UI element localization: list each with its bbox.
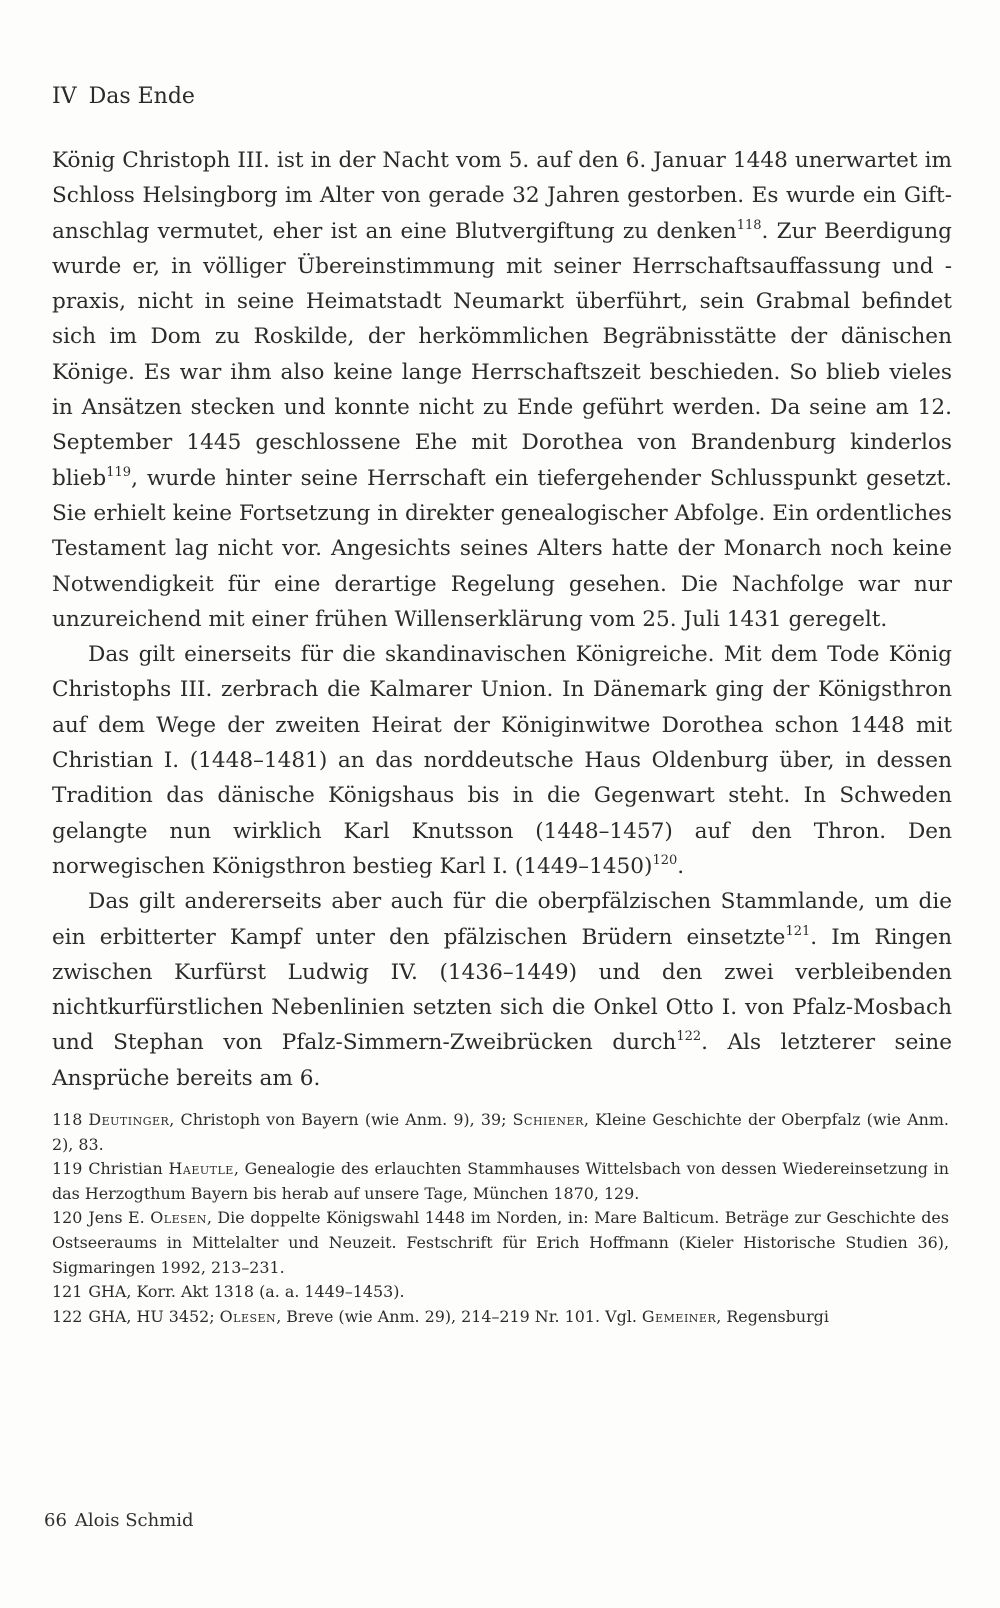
section-title: Das Ende <box>88 84 195 109</box>
page-number: 66 <box>44 1510 67 1531</box>
author-name: Olesen <box>150 1208 207 1228</box>
footnote: 118 Deutinger, Christoph von Bayern (wie Anm. 9), 39; Schiener, Kleine Geschichte der Oberpfalz (wie Anm. 2), 83. <box>52 1110 949 1154</box>
footnote-ref[interactable]: 119 <box>106 464 132 480</box>
footnote-ref[interactable]: 122 <box>676 1029 702 1045</box>
footnote-ref[interactable]: 120 <box>652 852 678 868</box>
section-number: IV <box>52 84 77 109</box>
author-name: Schiener <box>512 1110 584 1129</box>
paragraph: Das gilt andererseits aber auch für die oberpfälzischen Stammlande, um die ein erbitterter Kampf unter den pfälzischen Brüdern einsetzte$^{121}$. Im Ringen zwischen Kurfürst Ludwig IV. (1436–1449) und den zwei verbleibenden nichtkurfürstlichen Nebenlinien setzten sich die Onkel Otto I. von Pfalz-Mosbach und Stephan von Pfalz-Simmern-Zweibrücken durch$^{122}$. Als letzterer seine Ansprüche bereits am 6. <box>52 889 952 1091</box>
footnote-ref[interactable]: 118 <box>736 217 762 233</box>
author-name: Gemeiner <box>641 1306 717 1326</box>
footnote-ref[interactable]: 121 <box>785 923 811 939</box>
footnote-number: 118 <box>52 1110 83 1129</box>
page-footer <box>44 1510 194 1531</box>
footnote-number: 119 <box>52 1159 83 1179</box>
footnote-number: 122 <box>52 1306 83 1326</box>
footnote: 121 GHA, Korr. Akt 1318 (a. a. 1449–1453). <box>52 1282 405 1302</box>
footnotes <box>52 1108 949 1329</box>
section-heading <box>52 84 195 110</box>
footnote: 120 Jens E. Olesen, Die doppelte Königswahl 1448 im Norden, in: Mare Balticum. Beträge zur Geschichte des Ostseeraums in Mittelalter und Neuzeit. Festschrift für Erich Hoffmann (Kieler Historische Studien 36), Sigmaringen 1992, 213–231. <box>52 1208 949 1277</box>
author-name: Haeutle <box>168 1159 234 1179</box>
footnote: 122 GHA, HU 3452; Olesen, Breve (wie Anm. 29), 214–219 Nr. 101. Vgl. Gemeiner, Regensburgi <box>52 1306 829 1326</box>
body-text <box>52 143 952 1096</box>
paragraph: Das gilt einerseits für die skandinavischen Königreiche. Mit dem Tode König Christophs III. zerbrach die Kalmarer Union. In Dänemark ging der Königsthron auf dem Wege der zweiten Heirat der Königinwitwe Dorothea schon 1448 mit Christian I. (1448–1481) an das norddeutsche Haus Oldenburg über, in dessen Tradition das dänische Königshaus bis in die Gegenwart steht. In Schweden gelangte nun wirklich Karl Knutsson (1448–1457) auf den Thron. Den norwegischen Königsthron bestieg Karl I. (1449–1450)$^{120}$. <box>52 642 952 879</box>
author-name: Olesen <box>219 1306 277 1326</box>
author-name: Deutinger <box>88 1110 170 1129</box>
running-author: Alois Schmid <box>74 1510 194 1531</box>
footnote-number: 121 <box>52 1282 83 1302</box>
footnote-number: 120 <box>52 1208 83 1228</box>
paragraph: König Christoph III. ist in der Nacht vom 5. auf den 6. Januar 1448 unerwartet im Schloss Helsingborg im Alter von gerade 32 Jahren gestorben. Es wurde ein Giftanschlag vermutet, eher ist an eine Blutvergiftung zu denken$^{118}$. Zur Beerdigung wurde er, in völliger Übereinstimmung mit seiner Herrschaftsauffassung und -praxis, nicht in seine Heimatstadt Neumarkt überführt, sein Grabmal befindet sich im Dom zu Roskilde, der herkömmlichen Begräbnisstätte der dänischen Könige. Es war ihm also keine lange Herrschaftszeit beschieden. So blieb vieles in Ansätzen stecken und konnte nicht zu Ende geführt werden. Da seine am 12. September 1445 geschlossene Ehe mit Dorothea von Brandenburg kinderlos blieb$^{119}$, wurde hinter seine Herrschaft ein tiefergehender Schlusspunkt gesetzt. Sie erhielt keine Fortsetzung in direkter genealogischer Abfolge. Ein ordentliches Testament lag nicht vor. Angesichts seines Alters hatte der Monarch noch keine Notwendigkeit für eine derartige Regelung gesehen. Die Nachfolge war nur unzureichend mit einer frühen Willenserklärung vom 25. Juli 1431 geregelt. <box>52 148 953 632</box>
footnote: 119 Christian Haeutle, Genealogie des erlauchten Stammhauses Wittelsbach von dessen Wiedereinsetzung in das Herzogthum Bayern bis herab auf unsere Tage, München 1870, 129. <box>52 1159 949 1203</box>
